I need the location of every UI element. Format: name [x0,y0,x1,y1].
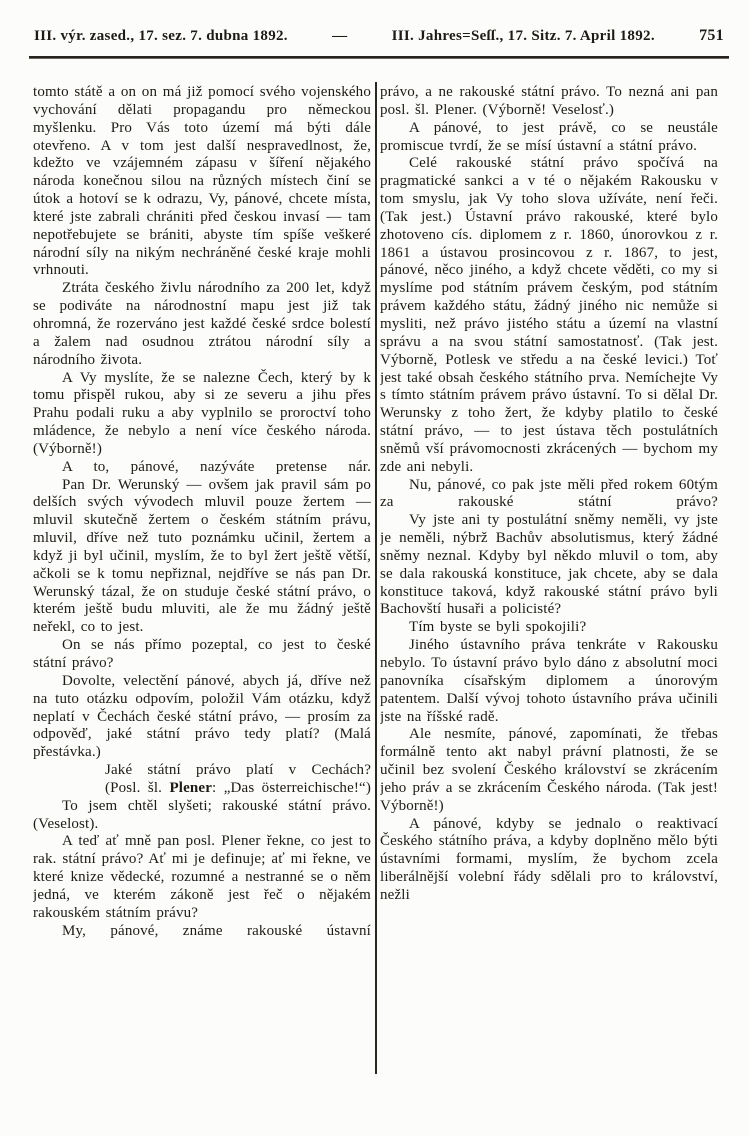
paragraph [33,280,371,369]
text-segment: To jsem chtěl slyšeti; rakouské státní právo. (Veselost). [33,797,371,832]
text-segment: A teď ať mně pan posl. Plener řekne, co jest to rak. státní právo? Ať mi je definuje; ať mi řekne, ve které knize vědecké, rozumné a nestranné se o něm jedná, ve kterém zákoně jest řeč o nějakém rakouském státním právu? [33,833,371,921]
paragraph [380,155,718,476]
paragraph [380,816,718,905]
page-body [33,84,723,1098]
paragraph [33,637,371,673]
text-segment: (Posl. šl. [105,779,170,796]
text-segment: tomto státě a on on má již pomocí svého vojenského vychování dělati propagandu pro německou myšlenku. Pro Vás toto území má býti dále otevřeno. A v tom jest další nespravedlnost, že, kdežto ve vzájemném zápasu v šíření nějakého národa konečnou silou na různých místech činí se útok a hotoví se k odrazu, Vy, pánové, chcete místa, které jste zabrali chrániti před českou invasí — tam nepotřebujete se brániti, abyste tím spíše veškeré národní síly na nikým nechráněné české kraje mohli vrhnouti. [33,84,371,279]
text-segment: Celé rakouské státní právo spočívá na pragmatické sankci a v té o nějakém Rakousku v tom smyslu, jak Vy toho slova užíváte, není řeči. (Tak jest.) Ústavní právo rakouské, které bylo zhotoveno cís. diplomem z r. 1860, únorovkou z r. 1861 a ústavou prosincovou z r. 1867, to jest, pánové, něco jiného, a když chcete věděti, co my si myslíme pod státním právem českým, pod státním právem každého státu, žádný jiného nic nemůže si mysliti, než právo jistého státu a území na vlastní správu a na svou státní samostatnosť. (Tak jest. Výborně, Potlesk ve středu a na české levici.) Toť jest také obsah českého státního prva. Nemíchejte Vy s tímto státním právem právo ústavní. To si dělal Dr. Werunsky z toho žert, že kdyby platilo to české státní právo, — to jest ústava těch postulátních sněmů vší právomocnosti zkrácených — bychom my zde ani nebyli. [380,155,718,475]
text-segment: Tím byste se byli spokojili? [409,619,587,636]
text-segment: My, pánové, známe rakouské ústavní [62,922,371,939]
header-czech-session: III. výr. zased., 17. sez. 7. dubna 1892. [34,28,288,44]
text-segment: Nu, pánové, co pak jste měli před rokem 60tým za rakouské státní právo? [380,476,718,511]
paragraph [105,762,371,780]
speaker-name: Plener [169,779,213,796]
paragraph [33,477,371,638]
paragraph [33,923,371,941]
text-segment: Dovolte, velectění pánové, abych já, dříve než na tuto otázku odpovím, položil Vám otázku, když neplatí v Čechách české státní právo, — prosím za odpověď, jaké státní právo tedy platí? (Malá přestávka.) [33,672,371,761]
text-segment: Ale nesmíte, pánové, zapomínati, že třebas formálně tento akt nabyl právní platnosti, že se učinil bez svolení Českého království se zkrácením jeho práv a se zkrácením Českého národa. (Tak jest! Výborně!) [380,726,718,814]
text-segment: Jiného ústavního práva tenkráte v Rakousku nebylo. To ústavní právo bylo dáno z absolutní moci panovníka císařským diplomem a únorovým patentem. Další vývoj tohoto ústavního práva učinili jste na říšské radě. [380,637,718,725]
text-segment: A pánové, to jest právě, co se neustále promiscue tvrdí, že se mísí ústavní a státní právo. [380,119,718,154]
paragraph [380,726,718,815]
paragraph [33,459,371,477]
paragraph [33,798,371,834]
running-header [34,27,724,45]
text-segment: On se nás přímo pozeptal, co jest to české státní právo? [33,637,371,671]
text-segment: Vy jste ani ty postulátní sněmy neměli, vy jste je neměli, nýbrž Bachův absolutismus, který žádné sněmy neznal. Kdyby byl někdo mluvil o tom, aby se dala rakouská konstituce, jak chcete, aby se dala konstituce taková, když rakouské státní právo byli Bachovští husaři a policisté? [380,512,718,618]
text-segment: A Vy myslíte, že se nalezne Čech, který by k tomu přispěl rukou, aby si ze severu a jihu přes Prahu podali ruku a aby vyplnilo se proroctví toho mládence, že nebylo a není více českého národa. (Výborně!) [33,369,371,457]
paragraph [105,780,371,798]
column-left [33,84,371,1098]
paragraph [380,512,718,619]
text-segment: : „Das österreichische!“) [212,779,371,796]
column-right [380,84,718,1098]
paragraph [380,120,718,156]
text-segment: Ztráta českého živlu národního za 200 let, když se podiváte na národnostní mapu jest již tak ohromná, že rozerváno jest každé české srdce bolestí a žalem nad osudnou ztrátou národní síly a národního života. [33,280,371,368]
text-segment: Pan Dr. Werunský — ovšem jak pravil sám po delších svých vývodech mluvil pouze žertem — mluvil skutečně žertem o českém státním právu, mluvil, dříve než tuto poznámku učinil, žertem a když ji byl učinil, myslím, že to byl žert ještě větší, ačkoli se k tomu nepřiznal, nejdříve se nás pan Dr. Werunský tázal, že on studuje české státní právo, o kterém ještě budu mluviti, ale že mu žádný ještě neřekl, co to jest. [33,476,371,636]
paragraph [380,84,718,120]
text-segment: A pánové, kdyby se jednalo o reaktivací Českého státního práva, a kdyby doplněno mělo býti ústavními formami, myslím, že bychom zcela liberálnější volební řády sdělali pro to království, nežli [380,815,718,903]
paragraph [380,619,718,637]
text-segment: právo, a ne rakouské státní právo. To nezná ani pan posl. šl. Plener. (Výborně! Veselosť.) [380,84,718,118]
paragraph [33,673,371,762]
paragraph [33,833,371,922]
column-divider [375,82,377,1074]
header-rule [29,56,729,59]
paragraph [33,84,371,280]
paragraph [33,370,371,459]
text-segment: A to, pánové, nazýváte pretense nár. [62,458,371,475]
paragraph [380,477,718,513]
text-segment: Jaké státní právo platí v Cechách? [105,762,371,779]
header-separator: — [332,28,348,44]
page-number: 751 [699,27,724,44]
paragraph [380,637,718,726]
header-german-session: III. Jahres=Seſſ., 17. Sitz. 7. April 1892. [391,28,655,44]
